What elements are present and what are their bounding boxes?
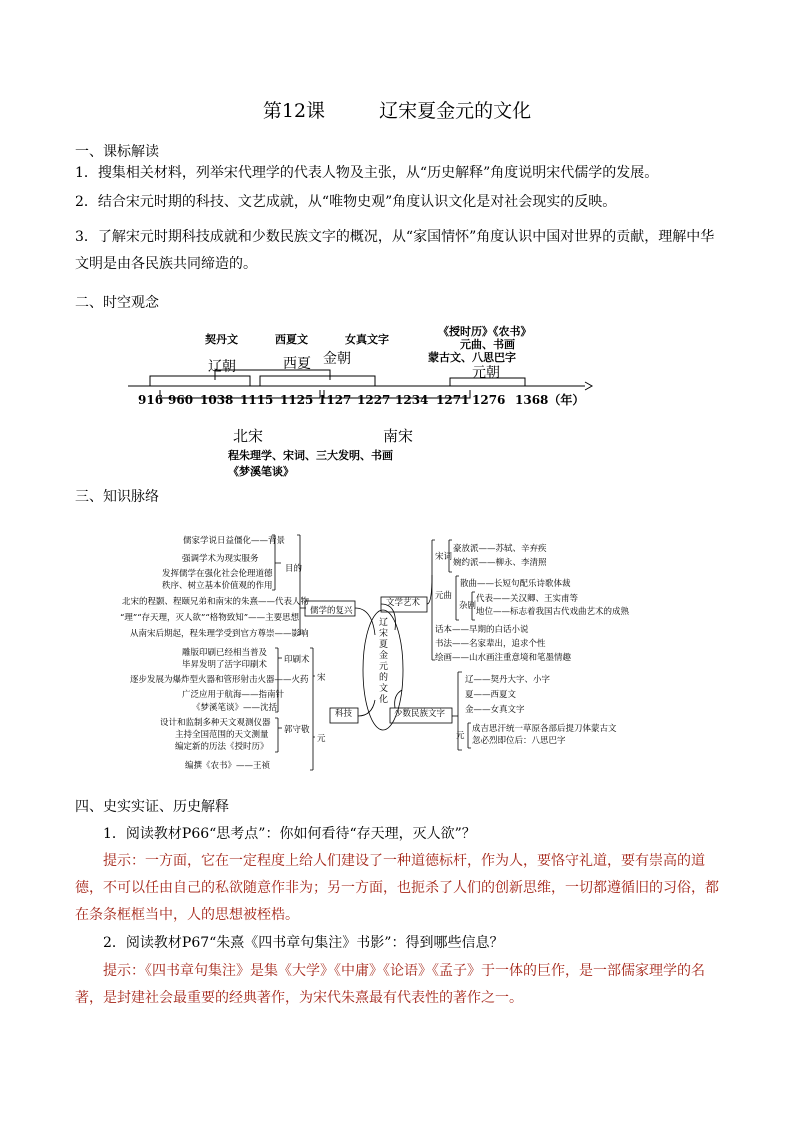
km-ru-7: 从南宋后期起，程朱理学受到官方尊崇——影响 xyxy=(130,629,309,639)
tl-dynasty-jin: 金朝 xyxy=(323,351,351,367)
km-center-1: 辽宋夏金元的文化 xyxy=(379,618,389,705)
tl-year-916: 916 xyxy=(138,393,164,407)
km-sci-5: 《梦溪笔谈》——沈括 xyxy=(192,703,278,713)
section-1-heading: 一、课标解读 xyxy=(75,144,159,160)
km-sci-8: 编定新的历法《授时历》 xyxy=(175,742,269,752)
tl-song-culture: 程朱理学、宋词、三大发明、书画 xyxy=(228,449,393,462)
tl-dynasty-xixia: 西夏 xyxy=(283,356,311,372)
tl-year-960: 960 xyxy=(168,393,194,407)
lesson-name: 辽宋夏金元的文化 xyxy=(379,100,532,122)
tl-year-1227: 1227 xyxy=(357,393,391,407)
km-art-8: 绘画——山水画注重意境和笔墨情趣 xyxy=(435,653,572,663)
km-tag-songci: 宋词 xyxy=(435,552,453,562)
section-4-heading: 四、史实实证、历史解释 xyxy=(75,799,229,815)
km-sci-1: 雕版印刷已经相当普及 xyxy=(182,648,268,658)
standard-item-2: 2．结合宋元时期的科技、文艺成就，从“唯物史观”角度认识文化是对社会现实的反映。 xyxy=(75,194,617,210)
tl-southern-song: 南宋 xyxy=(383,427,414,445)
tl-year-1276: 1276 xyxy=(472,393,506,407)
km-sci-9: 编撰《农书》——王祯 xyxy=(185,761,271,771)
tl-year-1125: 1125 xyxy=(280,393,314,407)
question-1: 1．阅读教材P66“思考点”：你如何看待“存天理，灭人欲”？ xyxy=(103,826,476,842)
km-tag-purpose: 目的 xyxy=(285,564,303,574)
km-ru-1: 儒家学说日益僵化——背景 xyxy=(183,536,286,546)
km-ru-2: 强调学术为现实服务 xyxy=(182,554,259,564)
tl-label-yuanqu: 元曲、书画 xyxy=(460,338,515,351)
standard-item-1: 1．搜集相关材料，列举宋代理学的代表人物及主张，从“历史解释”角度说明宋代儒学的发展。 xyxy=(75,165,659,181)
km-tag-yuanqu: 元曲 xyxy=(435,591,453,601)
km-tag-sci: 科技 xyxy=(335,709,353,719)
km-sci-6: 设计和监制多种天文观测仪器 xyxy=(160,718,271,728)
km-tag-song: 宋 xyxy=(317,673,326,683)
km-sci-2: 毕昇发明了活字印刷术 xyxy=(182,660,268,670)
tl-mengxi: 《梦溪笔谈》 xyxy=(228,465,294,478)
answer-1: 提示：一方面，它在一定程度上给人们建设了一种道德标杆，作为人，要恪守礼道，要有崇高的道德，不可以任由自己的私欲随意作非为；另一方面，也扼杀了人们的创新思维，一切都遵循旧的习俗，都在条条框框当中，人的思想被桎梏。 xyxy=(75,853,719,923)
answer-2: 提示：《四书章句集注》是集《大学》《中庸》《论语》《孟子》于一体的巨作，是一部儒家理学的名著，是封建社会最重要的经典著作，为宋代朱熹最有代表性的著作之一。 xyxy=(75,963,705,1006)
lesson-number: 第12课 xyxy=(262,100,326,122)
km-tag-yuan-script: 元 xyxy=(456,731,465,741)
section-2-heading: 二、时空观念 xyxy=(75,295,159,311)
tl-year-1038: 1038 xyxy=(200,393,234,407)
tl-dynasty-liao: 辽朝 xyxy=(208,359,236,375)
km-tag-zaju: 杂剧 xyxy=(459,601,477,611)
km-art-5: 地位——标志着我国古代戏曲艺术的成熟 xyxy=(476,607,630,617)
tl-year-1127: 1127 xyxy=(318,393,352,407)
km-tag-guo: 郭守敬 xyxy=(284,725,310,735)
question-2: 2．阅读教材P67“朱熹《四书章句集注》书影”：得到哪些信息？ xyxy=(103,935,504,951)
tl-dynasty-yuan: 元朝 xyxy=(472,365,500,381)
tl-year-1271: 1271 xyxy=(436,393,470,407)
tl-northern-song: 北宋 xyxy=(233,427,264,445)
knowledge-map xyxy=(110,530,670,790)
km-min-3: 金——女真文字 xyxy=(465,705,525,715)
tl-year-1115: 1115 xyxy=(240,393,274,407)
section-3-heading: 三、知识脉络 xyxy=(75,489,159,505)
standard-item-3: 3．了解宋元时期科技成就和少数民族文字的概况，从“家国情怀”角度认识中国对世界的贡献，理解中华文明是由各民族共同缔造的。 xyxy=(75,229,715,272)
km-art-1: 豪放派——苏轼、辛弃疾 xyxy=(453,544,547,554)
tl-label-mongol-script: 蒙古文、八思巴字 xyxy=(428,351,516,364)
km-ru-5: 北宋的程颢、程颐兄弟和南宋的朱熹——代表人物 xyxy=(122,597,310,607)
page-title xyxy=(0,96,794,123)
km-ru-6: “理”“存天理，灭人欲”“格物致知”——主要思想 xyxy=(120,613,300,623)
km-tag-minority: 少数民族文字 xyxy=(394,709,446,719)
km-art-6: 话本——早期的白话小说 xyxy=(435,625,529,635)
km-ru-3: 发挥儒学在强化社会伦理道德 xyxy=(162,569,273,579)
km-sci-3: 逐步发展为爆炸型火器和管形射击火器——火药 xyxy=(130,675,309,685)
km-min-2: 夏——西夏文 xyxy=(465,690,517,700)
tl-label-jurchen: 女真文字 xyxy=(345,333,389,346)
km-tag-ruxue: 儒学的复兴 xyxy=(310,606,353,616)
km-min-4: 成吉思汗统一草原各部后提刀体蒙古文 xyxy=(472,724,617,734)
km-art-3: 散曲——长短句配乐诗歌体裁 xyxy=(460,579,571,589)
tl-label-shoushili: 《授时历》《农书》 xyxy=(438,325,532,338)
tl-label-khitan: 契丹文 xyxy=(205,333,238,346)
km-art-4: 代表——关汉卿、王实甫等 xyxy=(476,594,579,604)
km-sci-7: 主持全国范围的天文测量 xyxy=(175,730,269,740)
km-sci-4: 广泛应用于航海——指南针 xyxy=(182,690,285,700)
km-art-7: 书法——名家辈出，追求个性 xyxy=(435,639,546,649)
km-min-5: 忽必烈即位后：八思巴字 xyxy=(472,736,566,746)
km-min-1: 辽——契丹大字、小字 xyxy=(465,675,551,685)
km-tag-print: 印刷术 xyxy=(284,655,310,665)
km-tag-yuan: 元 xyxy=(317,734,326,744)
tl-year-1234: 1234 xyxy=(395,393,429,407)
km-ru-4: 秩序、树立基本价值观的作用 xyxy=(162,581,273,591)
tl-year-1368: 1368（年） xyxy=(515,393,585,407)
km-art-2: 婉约派——柳永、李清照 xyxy=(453,558,547,568)
km-tag-literature: 文学艺术 xyxy=(386,598,421,608)
timeline-diagram xyxy=(120,318,600,478)
tl-label-xixia-script: 西夏文 xyxy=(275,333,308,346)
